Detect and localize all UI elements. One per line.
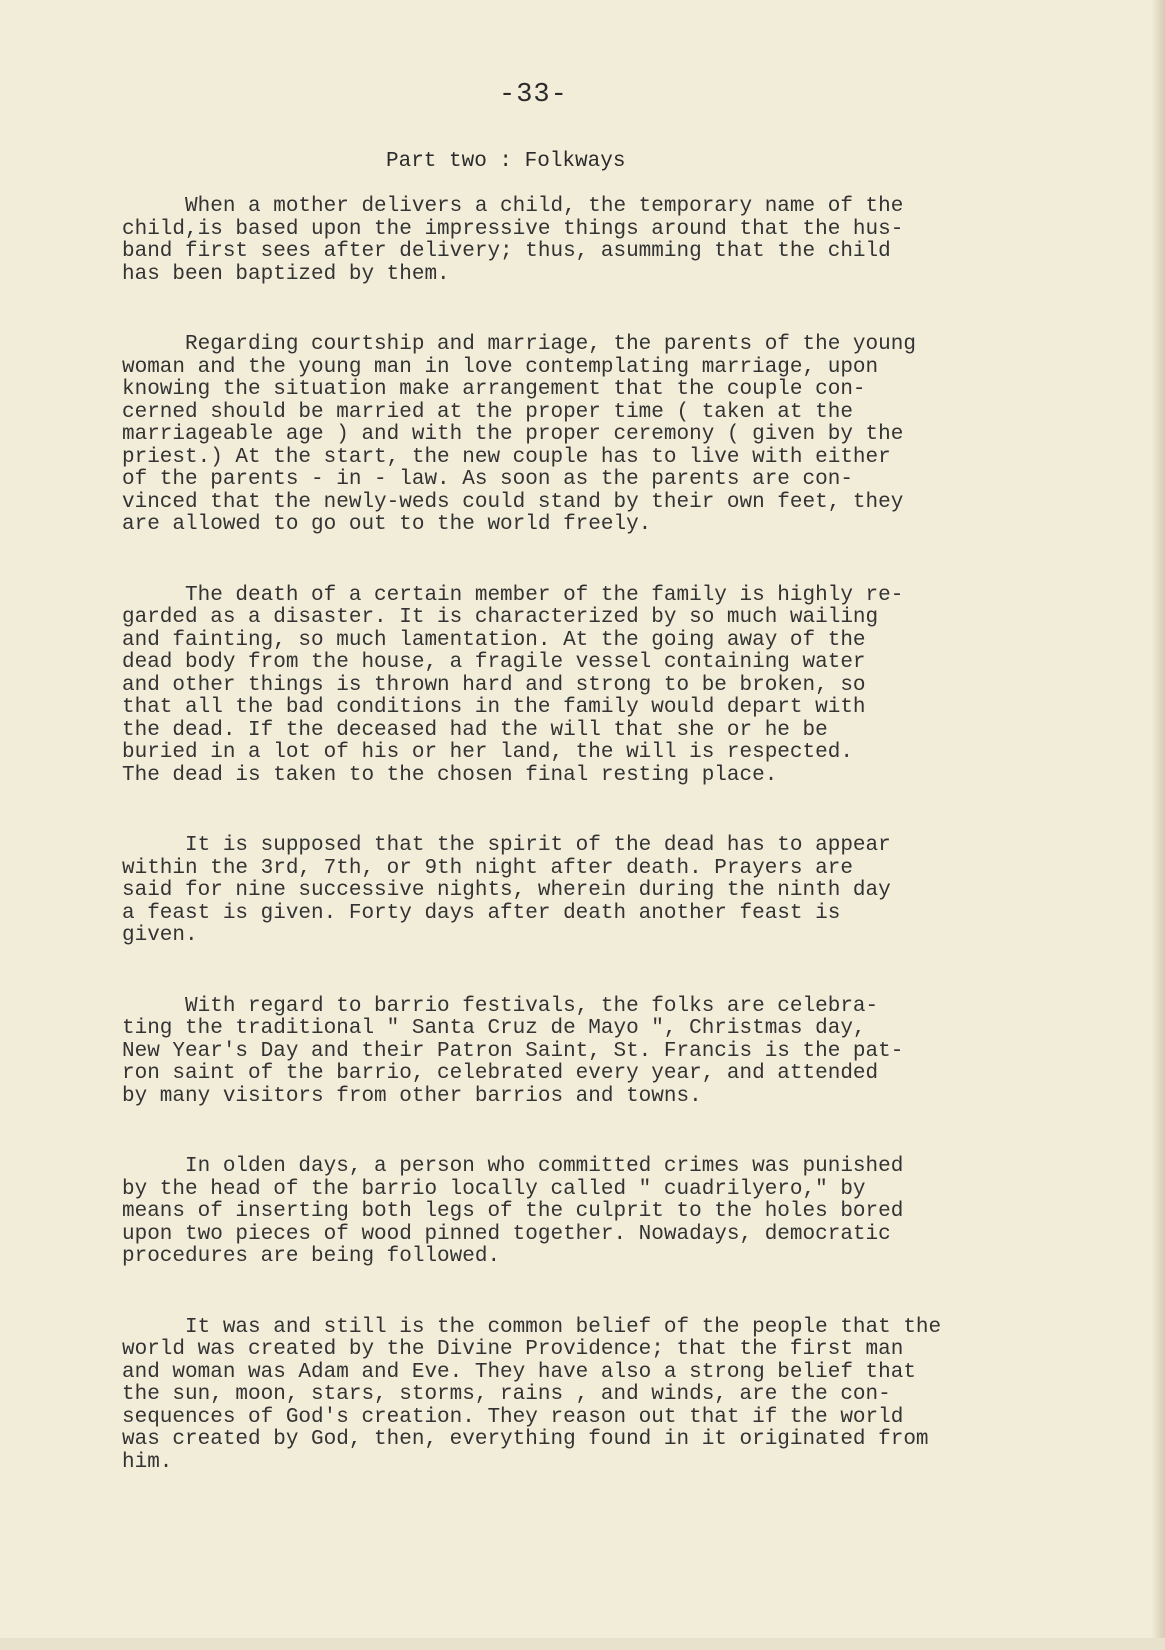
text-line: world was created by the Divine Providence; that the first man xyxy=(122,1338,904,1361)
page-edge-shadow xyxy=(1151,0,1165,1650)
text-line: band first sees after delivery; thus, asumming that the child xyxy=(122,240,891,263)
paragraph-death xyxy=(122,585,1072,788)
text-line: means of inserting both legs of the culprit to the holes bored xyxy=(122,1200,904,1223)
text-line: With regard to barrio festivals, the folks are celebra- xyxy=(122,994,879,1018)
text-line: marriageable age ) and with the proper ceremony ( given by the xyxy=(122,423,904,446)
paragraph-spirit xyxy=(122,835,1072,948)
text-line: vinced that the newly-weds could stand by their own feet, they xyxy=(122,490,904,514)
text-line: ting the traditional " Santa Cruz de Mayo ", Christmas day, xyxy=(122,1017,866,1040)
text-line: child,is based upon the impressive things around that the hus- xyxy=(122,217,904,241)
text-line: garded as a disaster. It is characterized by so much wailing xyxy=(122,606,879,629)
text-line: priest.) At the start, the new couple has to live with either xyxy=(122,445,891,469)
text-line: by many visitors from other barrios and towns. xyxy=(122,1084,702,1108)
text-line: of the parents - in - law. As soon as the parents are con- xyxy=(122,468,853,491)
text-line: and woman was Adam and Eve. They have also a strong belief that xyxy=(122,1360,916,1384)
text-line: The death of a certain member of the family is highly re- xyxy=(122,583,904,607)
text-line: buried in a lot of his or her land, the will is respected. xyxy=(122,741,853,764)
text-line: upon two pieces of wood pinned together. Nowadays, democratic xyxy=(122,1222,891,1246)
text-line: the sun, moon, stars, storms, rains , and winds, are the con- xyxy=(122,1383,891,1406)
document-body xyxy=(122,196,1072,1522)
paragraph-festivals xyxy=(122,996,1072,1109)
paragraph-courtship xyxy=(122,334,1072,537)
text-line: by the head of the barrio locally called " cuadrilyero," by xyxy=(122,1177,866,1201)
text-line: New Year's Day and their Patron Saint, St. Francis is the pat- xyxy=(122,1039,904,1063)
text-line: knowing the situation make arrangement that the couple con- xyxy=(122,378,866,401)
paragraph-naming xyxy=(122,196,1072,286)
text-line: has been baptized by them. xyxy=(122,262,450,286)
paragraph-crimes xyxy=(122,1156,1072,1269)
text-line: ron saint of the barrio, celebrated every year, and attended xyxy=(122,1062,879,1085)
text-line: Regarding courtship and marriage, the parents of the young xyxy=(122,333,916,356)
text-line: It is supposed that the spirit of the dead has to appear xyxy=(122,834,891,857)
text-line: In olden days, a person who committed crimes was punished xyxy=(122,1155,904,1178)
paragraph-beliefs xyxy=(122,1317,1072,1475)
text-line: procedures are being followed. xyxy=(122,1245,501,1268)
text-line: The dead is taken to the chosen final resting place. xyxy=(122,763,778,787)
text-line: are allowed to go out to the world freely. xyxy=(122,513,652,536)
text-line: and other things is thrown hard and strong to be broken, so xyxy=(122,673,866,697)
text-line: and fainting, so much lamentation. At the going away of the xyxy=(122,628,866,652)
text-line: was created by God, then, everything found in it originated from xyxy=(122,1428,929,1451)
text-line: said for nine successive nights, wherein during the ninth day xyxy=(122,879,891,902)
text-line: dead body from the house, a fragile vessel containing water xyxy=(122,651,866,674)
text-line: When a mother delivers a child, the temporary name of the xyxy=(122,195,904,218)
text-line: woman and the young man in love contemplating marriage, upon xyxy=(122,355,879,379)
text-line: cerned should be married at the proper time ( taken at the xyxy=(122,400,853,424)
text-line: him. xyxy=(122,1450,173,1474)
text-line: that all the bad conditions in the family would depart with xyxy=(122,696,866,719)
page-bottom-edge xyxy=(0,1638,1165,1650)
page-number: -33- xyxy=(499,80,568,110)
text-line: sequences of God's creation. They reason out that if the world xyxy=(122,1405,904,1429)
text-line: given. xyxy=(122,924,198,947)
text-line: a feast is given. Forty days after death another feast is xyxy=(122,901,841,925)
text-line: within the 3rd, 7th, or 9th night after death. Prayers are xyxy=(122,856,853,880)
part-title: Part two : Folkways xyxy=(386,150,626,173)
text-line: It was and still is the common belief of the people that the xyxy=(122,1315,942,1339)
text-line: the dead. If the deceased had the will that she or he be xyxy=(122,718,828,742)
